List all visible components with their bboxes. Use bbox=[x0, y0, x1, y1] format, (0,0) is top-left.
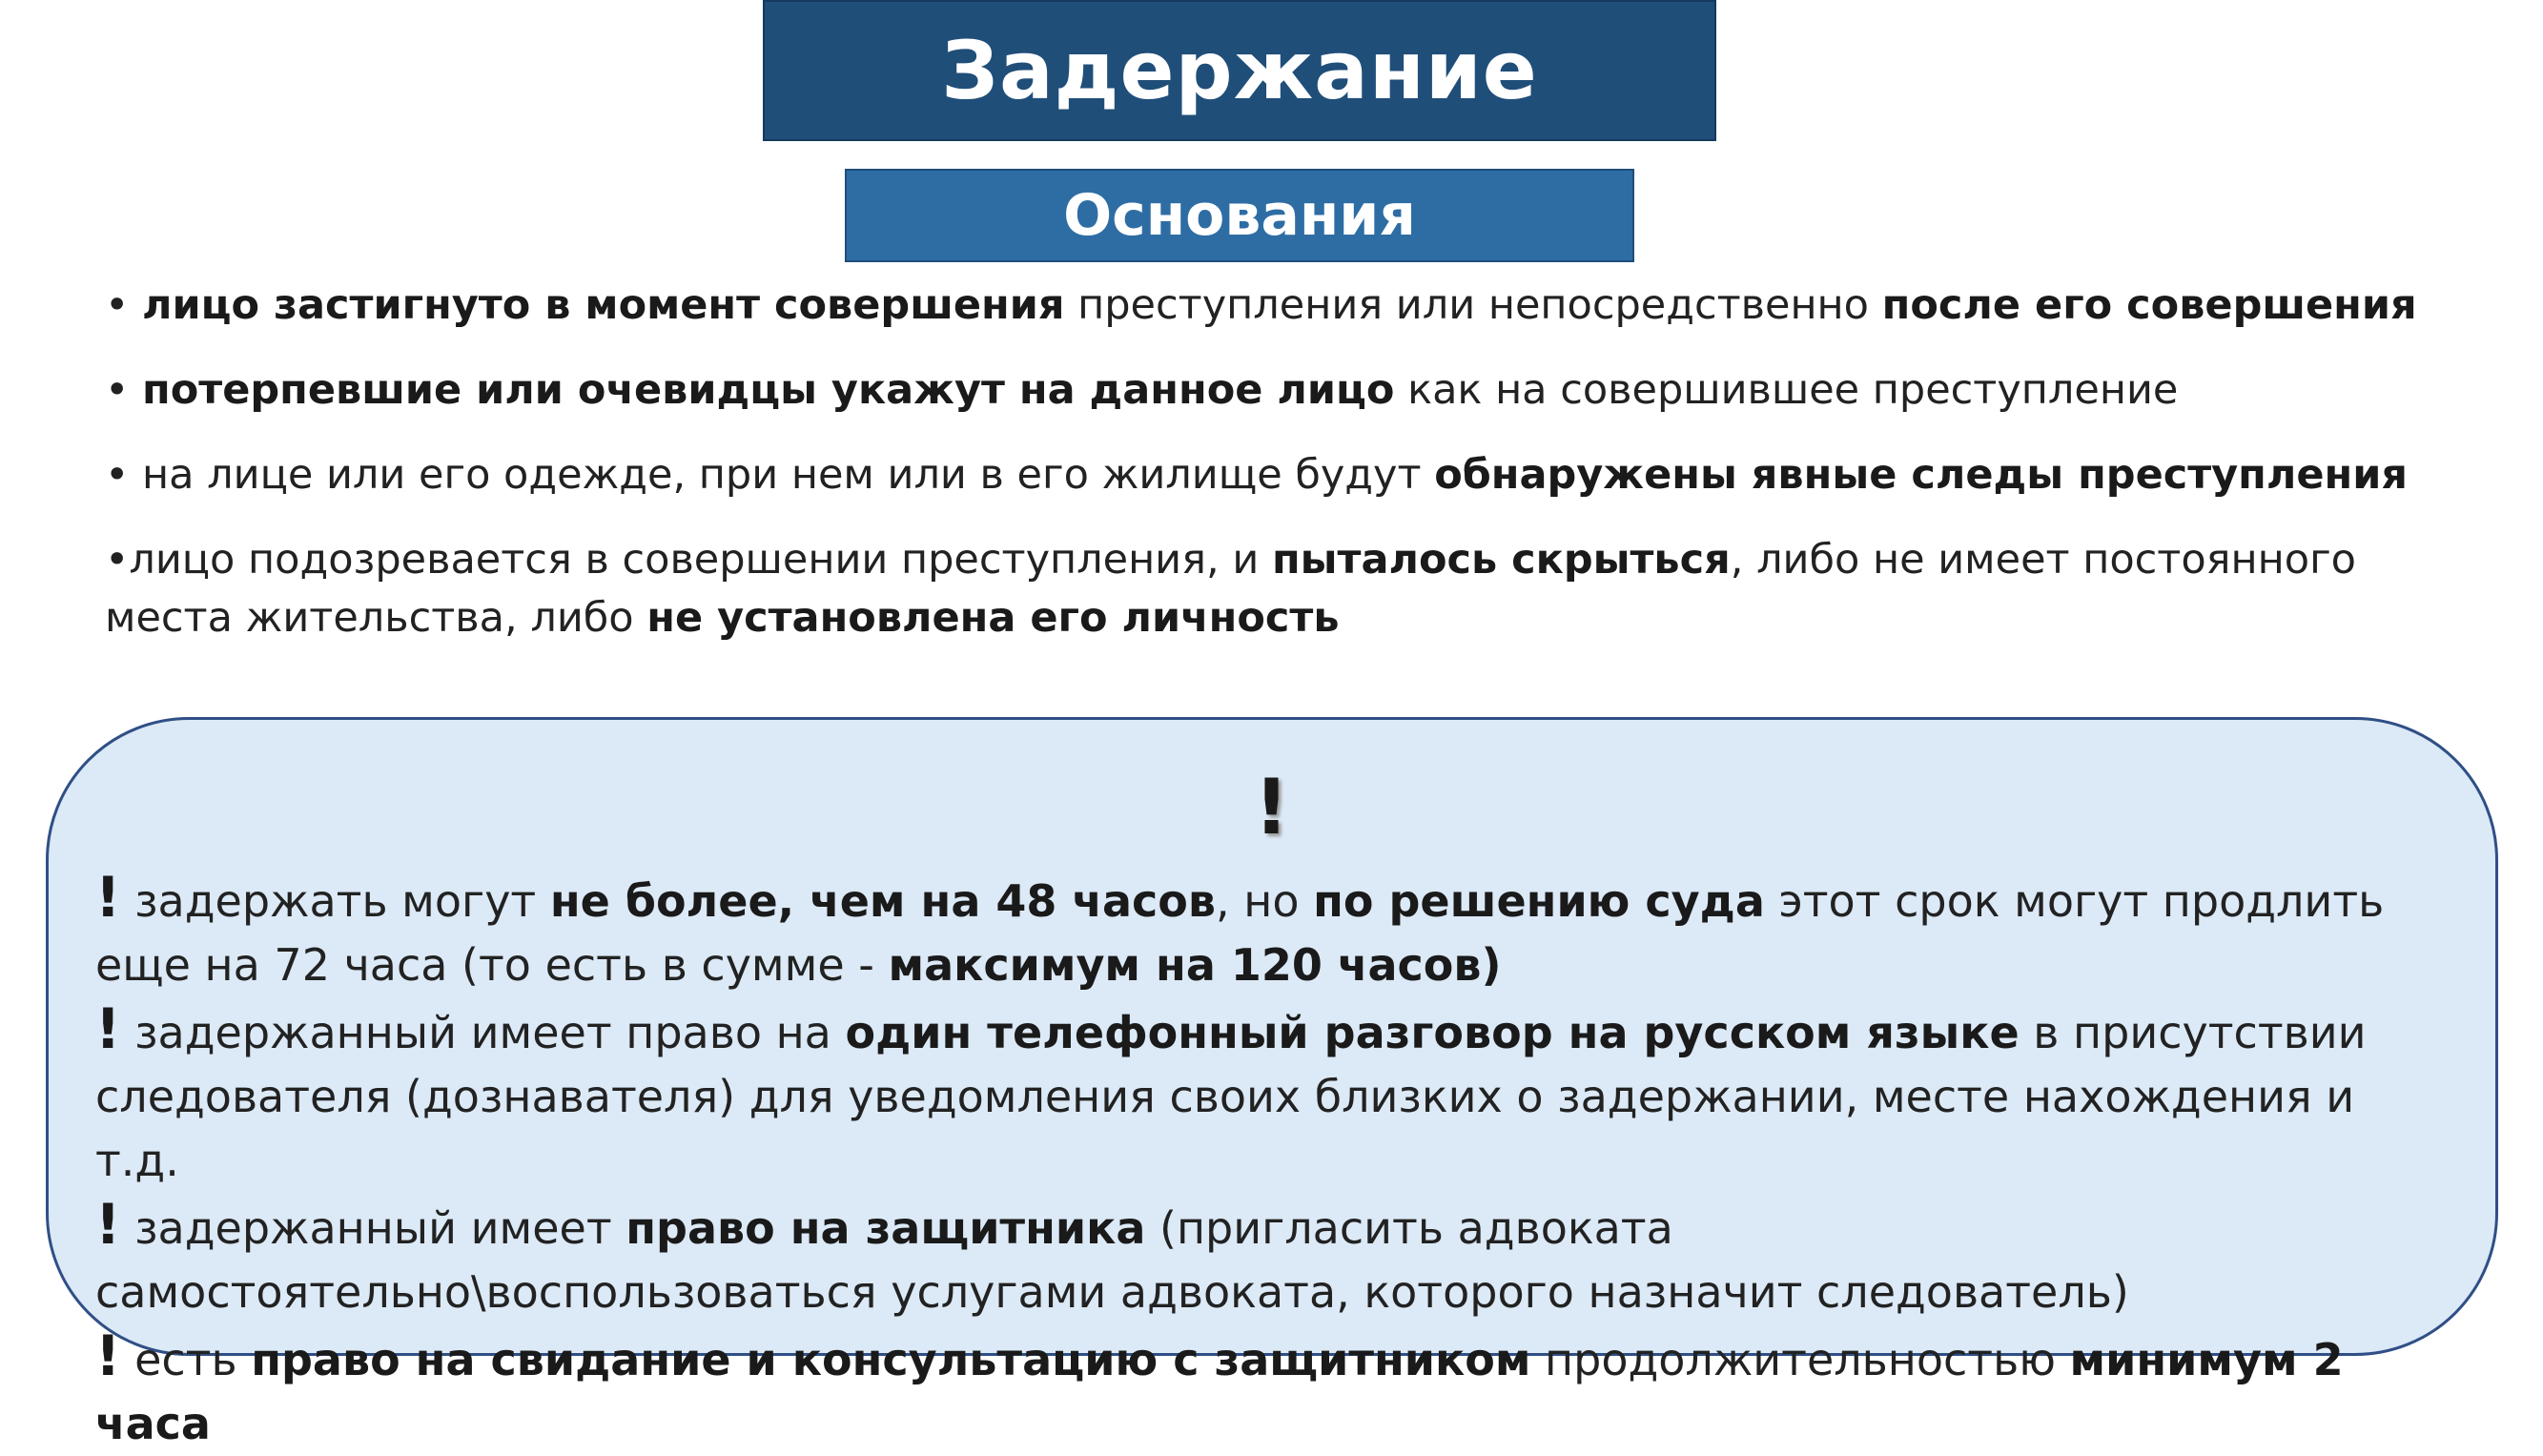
ground-item: • на лице или его одежде, при нем или в его жилище будут обнаружены явные следы преступления bbox=[105, 451, 2408, 499]
note-item: ! задержанный имеет право на один телефонный разговор на русском языке в присутствии следователя (дознавателя) для уведомления своих близких о задержании, месте нахождения и т.д. bbox=[95, 996, 2367, 1186]
ground-item: • лицо застигнуто в момент совершения преступления или непосредственно после его совершения bbox=[105, 281, 2417, 329]
exclamation-icon: ! bbox=[95, 1192, 121, 1257]
ground-item: •лицо подозревается в совершении преступления, и пыталось скрыться, либо не имеет постоянного места жительства, либо не установлена его личность bbox=[105, 536, 2356, 642]
exclamation-icon: ! bbox=[95, 865, 121, 930]
title-banner bbox=[763, 0, 1716, 141]
exclamation-icon: ! bbox=[95, 996, 121, 1061]
page-title: Задержание bbox=[941, 24, 1538, 117]
note-item: ! задержанный имеет право на защитника (пригласить адвоката самостоятельно\воспользоваться услугами адвоката, которого назначит следователь) bbox=[95, 1192, 2129, 1318]
notes-list bbox=[95, 866, 2451, 1456]
note-item: ! есть право на свидание и консультацию с защитником продолжительностью минимум 2 часа bbox=[95, 1323, 2344, 1449]
ground-item: • потерпевшие или очевидцы укажут на данное лицо как на совершившее преступление bbox=[105, 366, 2179, 414]
note-item: ! задержать могут не более, чем на 48 часов, но по решению суда этот срок могут продлить еще на 72 часа (то есть в сумме - максимум на 120 часов) bbox=[95, 865, 2385, 991]
section-subtitle: Основания bbox=[1063, 182, 1416, 249]
exclamation-icon: ! bbox=[1254, 763, 1289, 851]
exclamation-icon: ! bbox=[95, 1323, 121, 1388]
subtitle-banner bbox=[845, 169, 1634, 262]
grounds-list bbox=[105, 277, 2470, 674]
